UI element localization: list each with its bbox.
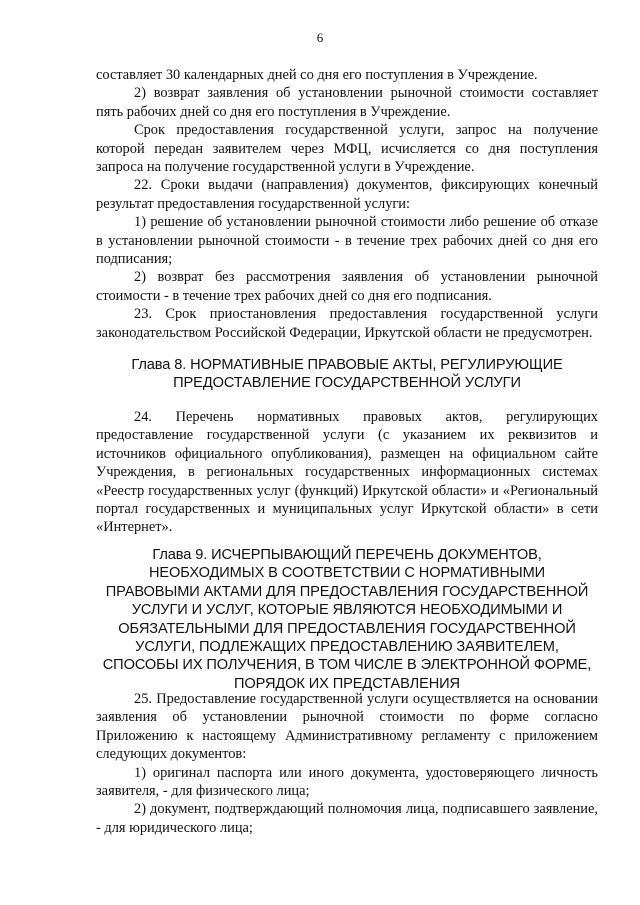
- paragraph: 25. Предоставление государственной услуги осуществляется на основании заявления об установлении рыночной стоимости по форме согласно Приложению к настоящему Административному регламенту с приложением следующих документов:: [96, 691, 598, 763]
- paragraph: 2) документ, подтверждающий полномочия лица, подписавшего заявление, - для юридического лица;: [96, 801, 598, 836]
- heading-line: УСЛУГИ, ПОДЛЕЖАЩИХ ПРЕДОСТАВЛЕНИЮ ЗАЯВИТЕЛЕМ,: [135, 639, 559, 656]
- text-block-legal-acts: [96, 408, 598, 537]
- paragraph: 24. Перечень нормативных правовых актов, регулирующих предоставление государственной услуги (с указанием их реквизитов и источников официального опубликования), размещен на официальном сайте Учреждения, в региональных государственных информационных системах «Реестр государственных услуг (функций) Иркутской области» и «Региональный портал государственных и муниципальных услуг Иркутской области» в сети «Интернет».: [96, 409, 598, 536]
- paragraph: 23. Срок приостановления предоставления государственной услуги законодательством Российской Федерации, Иркутской области не предусмотрен.: [96, 306, 598, 341]
- page-number: 6: [316, 30, 324, 45]
- paragraph: 2) возврат без рассмотрения заявления об установлении рыночной стоимости - в течение трех рабочих дней со дня его подписания.: [96, 269, 598, 304]
- heading-line: НЕОБХОДИМЫХ В СООТВЕТСТВИИ С НОРМАТИВНЫМИ: [148, 565, 546, 582]
- paragraph: 1) оригинал паспорта или иного документа, удостоверяющего личность заявителя, - для физического лица;: [96, 764, 598, 800]
- heading-line: СПОСОБЫ ИХ ПОЛУЧЕНИЯ, В ТОМ ЧИСЛЕ В ЭЛЕКТРОННОЙ ФОРМЕ,: [102, 657, 592, 674]
- heading-line: УСЛУГИ И УСЛУГ, КОТОРЫЕ ЯВЛЯЮТСЯ НЕОБХОДИМЫМИ И: [131, 602, 563, 619]
- paragraph: 22. Сроки выдачи (направления) документов, фиксирующих конечный результат предоставления государственной услуги:: [96, 177, 598, 212]
- chapter-8-heading: [96, 356, 598, 393]
- heading-line: ОБЯЗАТЕЛЬНЫМИ ДЛЯ ПРЕДОСТАВЛЕНИЯ ГОСУДАРСТВЕННОЙ: [118, 620, 576, 637]
- paragraph: 1) решение об установлении рыночной стоимости либо решение об отказе в установлении рыночной стоимости - в течение трех рабочих дней со дня его подписания;: [96, 214, 598, 268]
- heading-line: Глава 8. НОРМАТИВНЫЕ ПРАВОВЫЕ АКТЫ, РЕГУЛИРУЮЩИЕ: [131, 357, 563, 373]
- heading-line: ПОРЯДОК ИХ ПРЕДСТАВЛЕНИЯ: [234, 675, 460, 692]
- paragraph: Срок предоставления государственной услуги, запрос на получение которой передан заявителем через МФЦ, исчисляется со дня поступления запроса на получение государственной услуги в Учреждение.: [96, 122, 598, 176]
- heading-line: ПРЕДОСТАВЛЕНИЕ ГОСУДАРСТВЕННОЙ УСЛУГИ: [173, 375, 521, 392]
- chapter-9-heading: [96, 546, 598, 693]
- heading-line: Глава 9. ИСЧЕРПЫВАЮЩИЙ ПЕРЕЧЕНЬ ДОКУМЕНТОВ,: [152, 547, 542, 563]
- heading-line: ПРАВОВЫМИ АКТАМИ ДЛЯ ПРЕДОСТАВЛЕНИЯ ГОСУДАРСТВЕННОЙ: [105, 583, 589, 600]
- text-block-documents: [96, 690, 598, 837]
- paragraph: 2) возврат заявления об установлении рыночной стоимости составляет пять рабочих дней со дня его поступления в Учреждение.: [96, 85, 598, 120]
- paragraph: составляет 30 календарных дней со дня его поступления в Учреждение.: [96, 67, 538, 83]
- text-block-deadlines: [96, 66, 598, 342]
